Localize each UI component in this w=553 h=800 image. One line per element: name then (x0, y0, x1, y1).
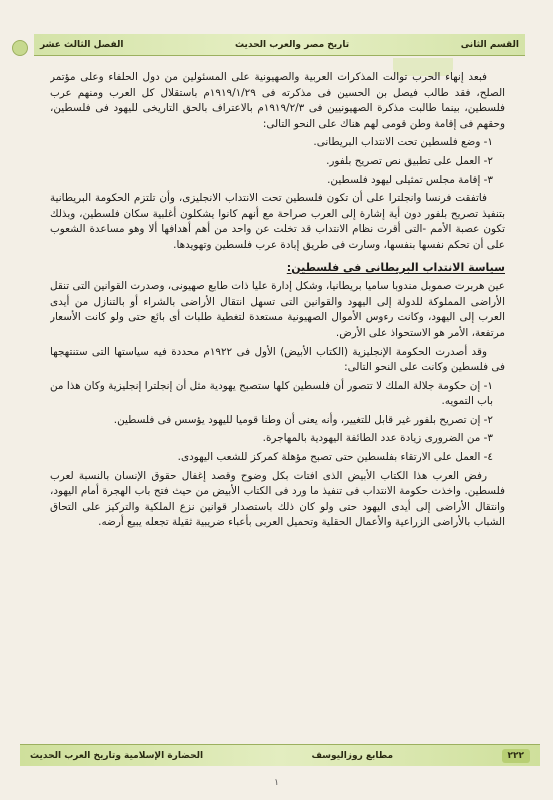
white-paper-list (50, 379, 505, 466)
page-body (50, 70, 505, 605)
section-heading: سياسة الانتداب البريطانى فى فلسطين: (286, 260, 505, 274)
paragraph-4: وقد أصدرت الحكومة الإنجليزية (الكتاب الأبيض) الأول فى ١٩٢٢م محددة فيه سياستها التى ستنتهجها فى فلسطين وكانت على النحو التالى: (50, 345, 505, 374)
list-item: ٢- إن تصريح بلفور غير قابل للتغيير، وأنه يعنى أن وطنا قوميا لليهود يؤسس فى فلسطين. (113, 413, 493, 426)
page-header (34, 34, 525, 56)
header-section: القسم الثانى (460, 39, 519, 50)
demands-list (50, 135, 505, 188)
list-item: ٤- العمل على الارتقاء بفلسطين حتى تصبح مؤهلة كمركز للشعب اليهودى. (177, 451, 493, 464)
list-item: ١- إن حكومة جلالة الملك لا تتصور أن فلسطين كلها ستصبح يهودية مثل أن إنجلترا إنجليزية وكان هذا من باب التمويه. (50, 379, 493, 408)
header-book-title: تاريخ مصر والعرب الحديث (235, 39, 350, 50)
footer-series: الحضارة الإسلامية وتاريخ العرب الحديث (30, 750, 204, 761)
page-number: ٢٢٢ (502, 749, 530, 763)
page-footer (20, 744, 540, 766)
footer-publisher: مطابع روزاليوسف (311, 750, 394, 761)
header-chapter: الفصل الثالث عشر (40, 39, 124, 50)
list-item: ١- وضع فلسطين تحت الانتداب البريطانى. (313, 136, 493, 149)
bottom-page-mark: ١ (274, 778, 279, 788)
paragraph-5: رفض العرب هذا الكتاب الأبيض الذى افتات بكل وضوح وقصد إغفال حقوق الإنسان بالنسبة لعرب فلسطين. واخذت حكومة الانتداب فى تنفيذ ما ورد فى الكتاب الأبيض من حيث فتح باب الهجرة أمام اليهود، وانتقال الأراضى إلى أيدى اليهود حتى ولو كان ذلك باستصدار قوانين نزع الملكية والتركيز على التحاق الشباب بالأراضى الزراعية والأعمال الحقلية وتحميل العربى بأعباء ضريبية ثقيلة تجعله يبيع أرضه. (50, 469, 505, 529)
paragraph-2: فاتفقت فرنسا وانجلترا على أن تكون فلسطين تحت الانتداب الانجليزى، وأن تلتزم الحكومة البريطانية بتنفيذ تصريح بلفور دون أية إشارة إلى العرب صراحة مع أنهم كانوا يشكلون أغلبية سكان فلسطين، وبذلك تكون عصبة الأمم -التى أقرت نظام الانتداب قد تخلت عن واحد من أهم أهدافها ألا وهو مساعدة الشعوب على أن تحكم نفسها بنفسها، وسارت فى طريق إبادة عرب فلسطين وتهويدها. (50, 192, 505, 251)
paragraph-3: عين هربرت صموبل مندوبا ساميا بريطانيا، وشكل إدارة عليا ذات طابع صهيونى، وصدرت القوانين التى تنقل الأراضى المملوكة للدولة إلى اليهود والقوانين التى تسهل انتقال الأراضى بالشراء أو بالتنازل من أيدى العرب إلى اليهود، وكانت رءوس الأموال الصهيونية مستعدة لتغطية طلبات أى بائع حتى ولو كانت الأسعار مرتفعة، الأمر هو الاستحواذ على الأرض. (50, 280, 505, 339)
header-decoration (12, 40, 28, 56)
paragraph-1: فبعد إنهاء الحرب توالت المذكرات العربية والصهيونية على المسئولين من دول الحلفاء وعلى مؤتمر الصلح، فقد طالب فيصل بن الحسين فى مذكرته فى ١٩١٩/١/٢٩م باستقلال كل العرب ومنهم عرب فلسطين، بينما طالبت مذكرة الصهيونيين فى ١٩١٩/٢/٣م بالاعتراف بالحق التاريخى لليهود فى فلسطين، وحقهم فى إقامة وطن قومى لهم هناك على النحو التالى: (50, 71, 505, 130)
list-item: ٣- إقامة مجلس تمثيلى ليهود فلسطين. (327, 173, 493, 186)
list-item: ٣- من الضرورى زيادة عدد الطائفة اليهودية بالمهاجرة. (262, 432, 493, 445)
list-item: ٢- العمل على تطبيق نص تصريح بلفور. (326, 154, 493, 167)
